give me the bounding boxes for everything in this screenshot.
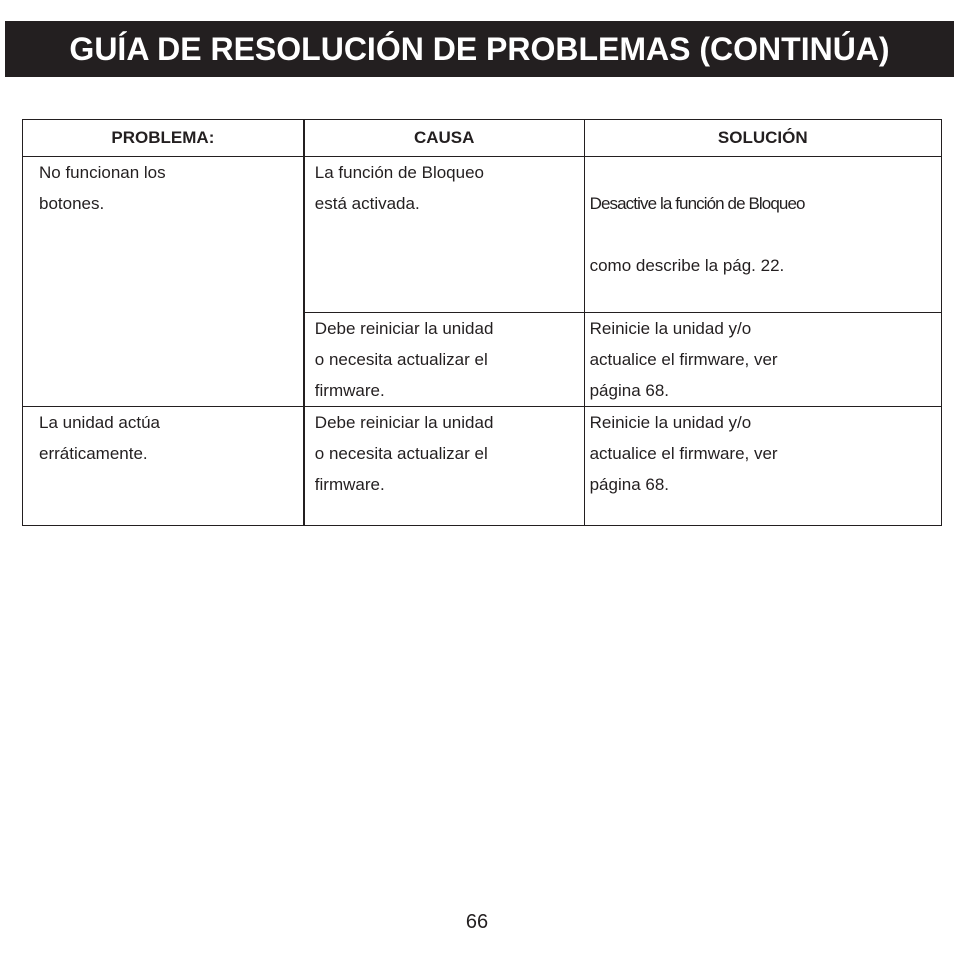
table-header-row — [23, 120, 942, 157]
page-number: 66 — [465, 911, 489, 933]
problem-text: No funcionan los botones. — [39, 163, 166, 213]
problem-text: La unidad actúa erráticamente. — [39, 413, 160, 463]
cause-text: Debe reiniciar la unidad o necesita actualizar el firmware. — [314, 413, 494, 494]
problem-cell — [23, 157, 304, 407]
cause-text: La función de Bloqueo está activada. — [314, 163, 484, 213]
table-row — [23, 407, 942, 526]
solution-text — [585, 157, 941, 312]
troubleshooting-table — [22, 119, 942, 526]
cause-cell — [304, 313, 584, 407]
page-header-bar — [5, 21, 954, 77]
solution-cell — [584, 313, 941, 407]
solution-line-2: como describe la pág. 22. — [589, 256, 785, 275]
cause-text: Debe reiniciar la unidad o necesita actualizar el firmware. — [314, 319, 494, 400]
solution-cell — [584, 407, 941, 526]
cause-cell — [304, 157, 584, 313]
column-header-cause: CAUSA — [304, 120, 584, 157]
column-header-solution: SOLUCIÓN — [584, 120, 941, 157]
solution-text: Reinicie la unidad y/o actualice el firmware, ver página 68. — [589, 413, 778, 494]
troubleshooting-table-wrapper — [22, 119, 942, 494]
solution-cell — [584, 157, 941, 313]
solution-text: Reinicie la unidad y/o actualice el firmware, ver página 68. — [589, 319, 778, 400]
column-header-problem: PROBLEMA: — [23, 120, 304, 157]
problem-cell — [23, 407, 304, 526]
solution-line-1: Desactive la función de Bloqueo — [589, 194, 805, 213]
table-row — [23, 157, 942, 313]
page-title: GUÍA DE RESOLUCIÓN DE PROBLEMAS (CONTINÚA) — [69, 30, 890, 67]
cause-cell — [304, 407, 584, 526]
